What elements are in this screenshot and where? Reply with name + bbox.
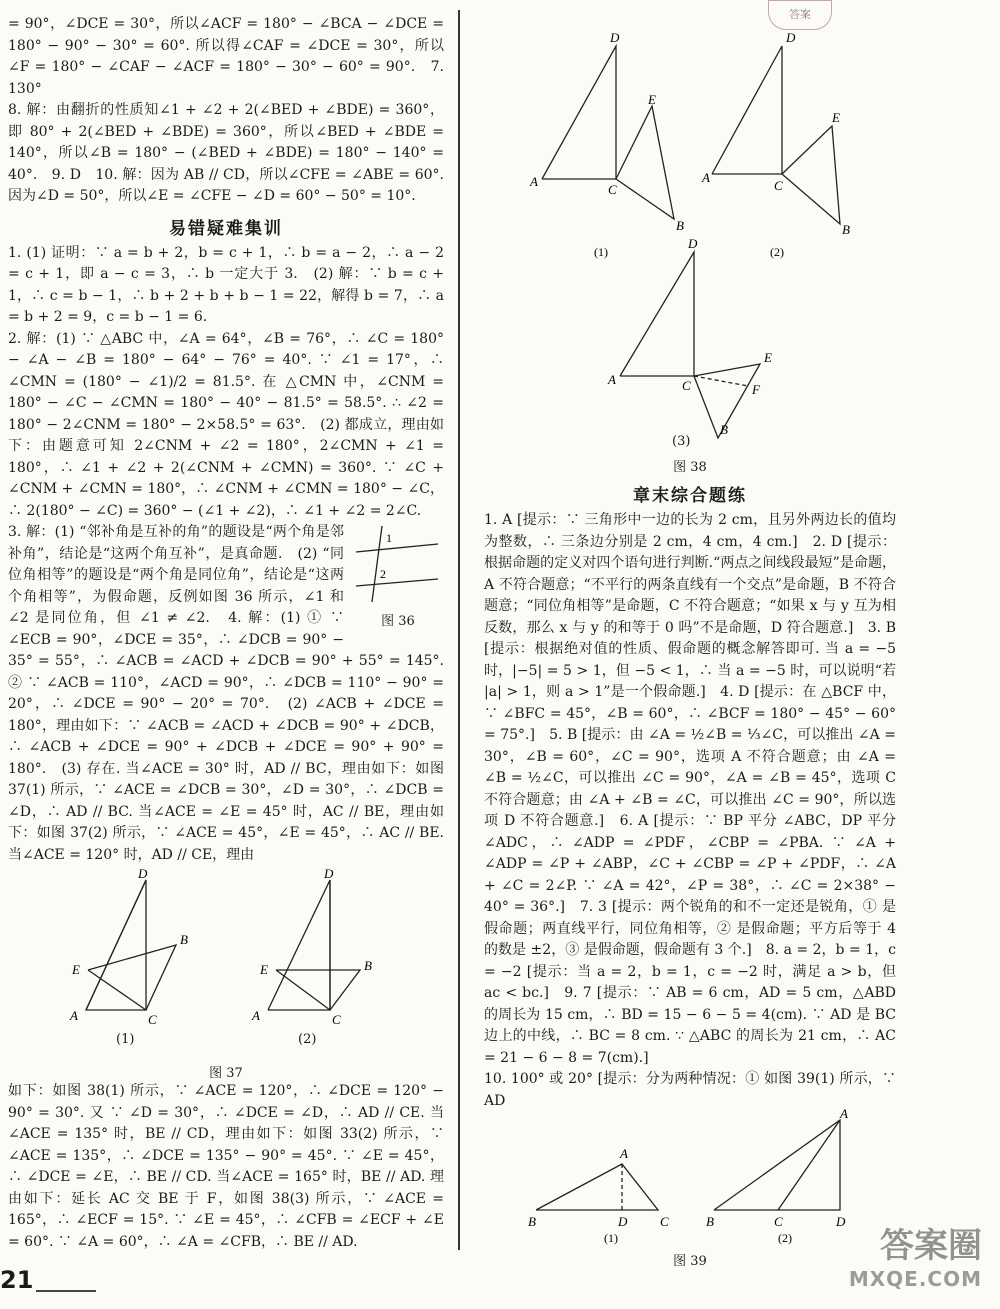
answer-text-block: 如下：如图 38(1) 所示，∵ ∠ACE = 120°，∴ ∠DCE = 120° − 90° = 30°. 又 ∵ ∠D = 30°，∴ ∠DCE = ∠D，∴ AD // CE. 当∠ACE = 135° 时，BE // CD，理由如下：如图 33(2) 所示，∵ ∠ACE = 135°，∴ ∠DCE = 135° − 90° = 45°. ∵ ∠E = 45°，∴ ∠DCE = ∠E，∴ BE // CD. 当∠ACE = 165° 时，BE // AD. 理由如下：延长 AC 交 BE 于 F，如图 38(3) 所示，∵ ∠ACE = 165°，∴ ∠ECF = 15°. ∵ ∠E = 45°，∴ ∠CFB = ∠ECF + ∠E = 60°. ∵ ∠A = 60°，∴ ∠A = ∠CFB，∴ BE // AD. — [8, 1083, 444, 1250]
svg-text:D: D — [688, 236, 698, 251]
svg-text:2: 2 — [380, 567, 386, 581]
figure-37-drawing — [8, 866, 444, 1060]
svg-text:B: B — [842, 222, 850, 237]
svg-text:C: C — [682, 378, 691, 393]
svg-text:B: B — [180, 932, 188, 947]
svg-text:A: A — [608, 372, 616, 387]
svg-text:C: C — [660, 1214, 669, 1229]
svg-text:E: E — [260, 962, 268, 977]
figure-sub-label: (1) — [594, 245, 608, 259]
answer-text-block: 1. A [提示：∵ 三角形中一边的长为 2 cm，且另外两边长的值均为整数，∴ 三条边分别是 2 cm，4 cm，4 cm.] 2. D [提示：根据命题的定义对四个语句进行判断.“两点之间线段最短”是命题，A 不符合题意；“不平行的两条直线有一个交点”是命题，B 不符合题意；“同位角相等”是命题，C 不符合题意；“如果 x 与 y 互为相反数，那么 x 与 y 的和等于 0 吗”不是命题，D 符合题意.] 3. B [提示：根据绝对值的性质、假命题的概念解答即可. 当 a = −5 时，|−5| = 5 > 1，但 −5 < 1，∴ 当 a = −5 时，可以说明“若 |a| > 1，则 a > 1”是一个假命题.] 4. D [提示：在 △BCF 中，∵ ∠BFC = 45°，∠B = 60°，∴ ∠BCF = 180° − 45° − 60° = 75°.] 5. B [提示：由 ∠A = ½∠B = ⅓∠C，可以推出 ∠A = 30°，∠B = 60°，∠C = 90°，选项 A 不符合题意；由 ∠A = ∠B = ½∠C，可以推出 ∠C = 90°，∠A = ∠B = 45°，选项 C 不符合题意；由 ∠A + ∠B = ∠C，可以推出 ∠C = 90°，所以选项 D 不符合题意.] 6. A [提示：∵ BP 平分 ∠ABC，DP 平分 ∠ADC，∴ ∠ADP = ∠PDF，∠CBP = ∠PBA. ∵ ∠A + ∠ADP = ∠P + ∠ABP，∠C + ∠CBP = ∠P + ∠PDF，∴ ∠A + ∠C = 2∠P. ∵ ∠A = 42°，∠P = 38°，∴ ∠C = 2×38° − 40° = 36°.] 7. 3 [提示：两个锐角的和不一定还是锐角，① 是假命题；两直线平行，同位角相等，② 是假命题；平方后等于 4 的数是 ±2，③ 是假命题，假命题有 3 个.] 8. a = 2，b = 1，c = −2 [提示：当 a = 2，b = 1，c = −2 时，满足 a > b，但 ac < bc.] 9. 7 [提示：∵ AB = 6 cm，AD = 5 cm，△ABD 的周长为 15 cm，∴ BD = 15 − 6 − 5 = 4(cm). ∵ AD 是 BC 边上的中线，∴ BC = 8 cm. ∵ △ABC 的周长为 21 cm，∴ AC = 21 − 6 − 8 = 7(cm).] — [484, 512, 896, 1066]
svg-text:B: B — [720, 422, 728, 437]
svg-text:1: 1 — [386, 531, 392, 545]
answer-text-block: 3. 解：(1) “邻补角是互补的角”的题设是“两个角是邻补角”，结论是“这两个角互补”，是真命题. (2) “同位角相等”的题设是“两个角是同位角”，结论是“这两个角相等”，为假命题，反例如图 36 所示，∠1 和 ∠2 是同位角，但 ∠1 ≠ ∠2. 4. 解：(1) ① ∵ ∠ECB = 90°，∠DCE = 35°，∴ ∠DCB = 90° − 35° = 55°，∴ ∠ACB = ∠ACD + ∠DCB = 90° + 55° = 145°. ② ∵ ∠ACB = 110°，∠ACD = 90°，∴ ∠DCB = 110° − 90° = 20°，∴ ∠DCE = 90° − 20° = 70°. (2) ∠ACB + ∠DCE = 180°，理由如下：∵ ∠ACB = ∠ACD + ∠DCB = 90° + ∠DCB，∴ ∠ACB + ∠DCE = 90° + ∠DCB + ∠DCE = 90° + 90° = 180°. (3) 存在. 当∠ACE = 30° 时，AD // BC，理由如下：如图 37(1) 所示，∵ ∠ACE = ∠DCB = 30°，∠D = 30°，∴ ∠DCB = ∠D，∴ AD // BC. 当∠ACE = ∠E = 45° 时，AC // BE，理由如下：如图 37(2) 所示，∵ ∠ACE = 45°，∠E = 45°，∴ AC // BE. 当∠ACE = 120° 时，AD // CE，理由 — [8, 524, 458, 863]
figure-caption: 图 38 — [673, 460, 707, 475]
svg-text:B: B — [676, 218, 684, 233]
watermark-title: 答案圈 — [880, 1226, 982, 1266]
svg-text:D: D — [324, 866, 334, 881]
section-title: 章末综合题练 — [633, 486, 747, 506]
page-number-rule — [36, 1290, 96, 1292]
figure-sub-label: (1) — [116, 1032, 135, 1047]
svg-text:B: B — [706, 1214, 714, 1229]
section-title: 易错疑难集训 — [169, 218, 283, 239]
svg-text:B: B — [364, 958, 372, 973]
svg-text:A: A — [530, 174, 538, 189]
figure-36 — [352, 524, 444, 629]
figure-sub-label: (2) — [298, 1032, 317, 1047]
figure-sub-label: (1) — [604, 1231, 618, 1245]
svg-text:D: D — [138, 866, 148, 881]
svg-text:A: A — [702, 170, 710, 185]
right-column — [484, 14, 896, 1269]
svg-text:E: E — [764, 350, 772, 365]
answer-text-block: 1. (1) 证明：∵ a = b + 2，b = c + 1，∴ b = a − 2，∴ a − 2 = c + 1，即 a − c = 3，∴ b 一定大于 3. (2) 解：∵ b = c + 1，∴ c = b − 1，∴ b + 2 + b + b − 1 = 22，解得 b = 7，∴ a = b + 2 = 9，c = b − 1 = 6. — [8, 244, 444, 325]
answer-text-block: 2. 解：(1) ∵ △ABC 中，∠A = 64°，∠B = 76°，∴ ∠C = 180° − ∠A − ∠B = 180° − 64° − 76° = 40°. ∵ ∠1 = 17°，∴ ∠CMN = (180° − ∠1)/2 = 81.5°. 在 △CMN 中，∠CNM = 180° − ∠C − ∠CMN = 180° − 40° − 81.5° = 58.5°. ∴ ∠2 = 180° − 2∠CNM = 180° − 2×58.5° = 63°. (2) 都成立，理由如下：由题意可知 2∠CNM + ∠2 = 180°，2∠CMN + ∠1 = 180°，∴ ∠1 + ∠2 + 2(∠CNM + ∠CMN) = 360°. ∵ ∠C + ∠CNM + ∠CMN = 180°，∴ ∠CNM + ∠CMN = 180° − ∠C，∴ 2(180° − ∠C) = 360° − (∠1 + ∠2)，∴ ∠1 + ∠2 = 2∠C. — [8, 330, 444, 519]
figure-38-drawing — [484, 14, 896, 437]
figure-37 — [8, 866, 444, 1081]
answer-text-block: = 90°，∠DCE = 30°，所以∠ACF = 180° − ∠BCA − ∠DCE = 180° − 90° − 30° = 60°. 所以得∠CAF = ∠DCE = 30°，所以∠F = 180° − ∠CAF − ∠ACF = 180° − 30° − 60° = 90°. 7. 130° — [8, 16, 444, 97]
svg-text:F: F — [752, 382, 760, 397]
watermark-url: MXQE.COM — [848, 1267, 982, 1291]
svg-text:D: D — [836, 1214, 846, 1229]
figure-caption: 图 37 — [209, 1066, 243, 1081]
svg-text:A: A — [252, 1008, 260, 1023]
figure-caption: 图 39 — [673, 1254, 707, 1269]
svg-text:B: B — [528, 1214, 536, 1229]
site-watermark-logo — [832, 1218, 982, 1306]
svg-text:D: D — [610, 30, 620, 45]
svg-text:D: D — [786, 30, 796, 45]
svg-text:E: E — [648, 92, 656, 107]
svg-text:C: C — [774, 1214, 783, 1229]
figure-caption: 图 36 — [381, 614, 415, 629]
answer-text-block: 10. 100° 或 20° [提示：分为两种情况：① 如图 39(1) 所示，∵ AD — [484, 1071, 896, 1109]
figure-sub-label: (2) — [778, 1231, 792, 1245]
column-divider — [458, 10, 460, 1250]
figure-38 — [484, 14, 896, 475]
svg-text:E: E — [832, 110, 840, 125]
svg-text:C: C — [148, 1012, 157, 1027]
svg-text:A: A — [620, 1146, 628, 1161]
svg-text:C: C — [774, 178, 783, 193]
figure-36-drawing — [352, 524, 444, 604]
page-number: 21 — [0, 1266, 34, 1294]
left-column — [8, 14, 458, 1253]
figure-sub-label: (3) — [672, 434, 691, 449]
svg-text:C: C — [332, 1012, 341, 1027]
corner-stamp: 答案 — [768, 0, 832, 30]
svg-text:C: C — [608, 182, 617, 197]
figure-sub-label: (2) — [770, 245, 784, 259]
svg-text:A: A — [70, 1008, 78, 1023]
svg-text:D: D — [618, 1214, 628, 1229]
svg-text:A: A — [840, 1106, 848, 1121]
answer-text-block: 8. 解：由翻折的性质知∠1 + ∠2 + 2(∠BED + ∠BDE) = 360°，即 80° + 2(∠BED + ∠BDE) = 360°，所以∠BED + ∠BDE = 140°，所以∠B = 180° − (∠BED + ∠BDE) = 180° − 140° = 40°. 9. D 10. 解：因为 AB // CD，所以∠CFE = ∠ABE = 60°. 因为∠D = 50°，所以∠E = ∠CFE − ∠D = 60° − 50° = 10°. — [8, 102, 444, 204]
svg-text:E: E — [72, 962, 80, 977]
